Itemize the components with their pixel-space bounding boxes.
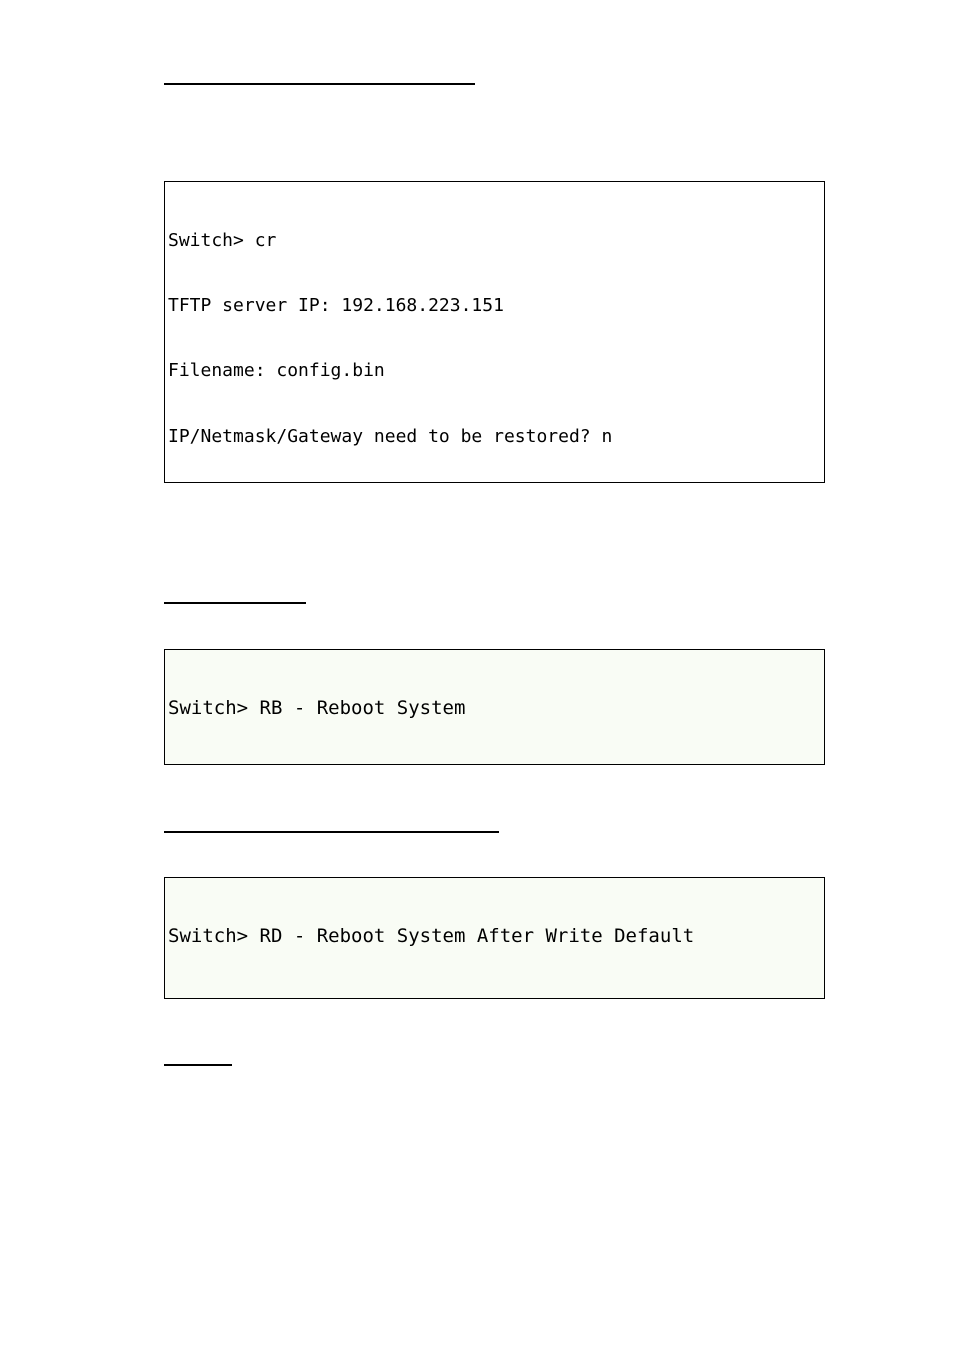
section-heading-underline-next xyxy=(164,1064,232,1066)
terminal-blank-line xyxy=(168,763,824,765)
terminal-config-restore xyxy=(164,181,825,483)
terminal-line: IP/Netmask/Gateway need to be restored? n xyxy=(168,425,613,447)
section-heading-underline-config-restore xyxy=(164,83,475,85)
terminal-reboot xyxy=(164,649,825,765)
section-heading-underline-reboot-default xyxy=(164,831,499,833)
terminal-line: Switch> RD - Reboot System After Write Default xyxy=(168,924,695,947)
terminal-line: Switch> cr xyxy=(168,229,277,251)
section-heading-underline-reboot xyxy=(164,602,306,604)
terminal-line: Switch> RB - Reboot System xyxy=(168,696,466,719)
terminal-reboot-default xyxy=(164,877,825,999)
terminal-line: TFTP server IP: 192.168.223.151 xyxy=(168,294,504,316)
terminal-line: Filename: config.bin xyxy=(168,360,385,382)
terminal-blank-line xyxy=(168,991,824,999)
